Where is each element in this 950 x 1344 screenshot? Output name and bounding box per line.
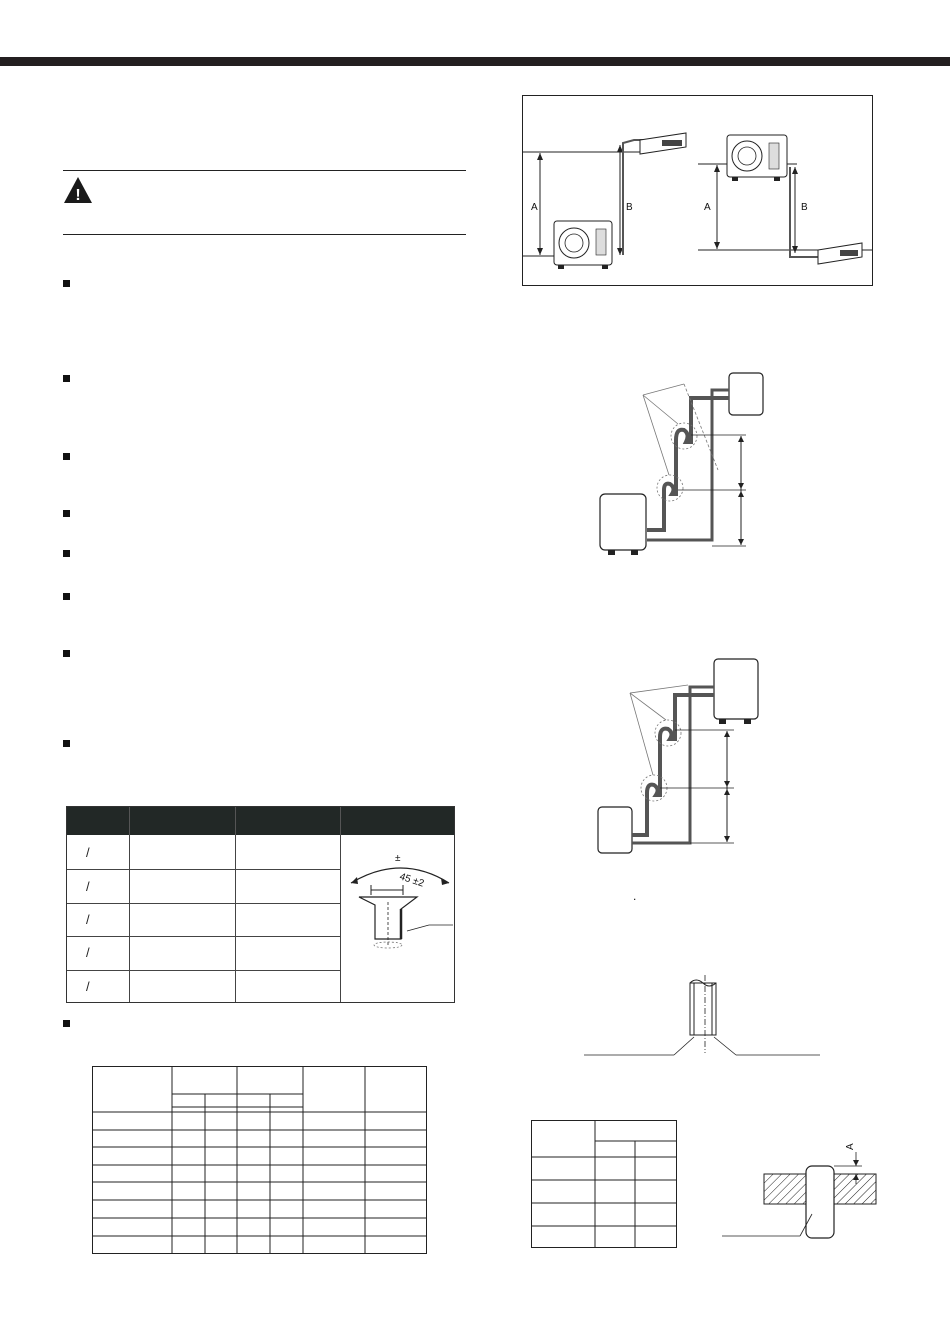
pipe-cut-diagram: [584, 975, 820, 1059]
size-slash: /: [86, 979, 90, 994]
outdoor-unit-icon: [600, 494, 646, 550]
outdoor-unit-icon: [727, 135, 787, 181]
outdoor-unit-icon: [714, 659, 758, 719]
label-a: A: [531, 202, 538, 213]
list-bullet: [63, 453, 70, 460]
warning-triangle-icon: [63, 176, 93, 209]
svg-text:!: !: [75, 187, 81, 204]
height-difference-diagram: [522, 95, 874, 287]
label-b: B: [626, 202, 633, 213]
list-bullet: [63, 1020, 70, 1027]
list-bullet: [63, 510, 70, 517]
indoor-unit-icon: [729, 373, 763, 415]
outdoor-unit-icon: [554, 221, 612, 269]
list-bullet: [63, 375, 70, 382]
list-bullet: [63, 593, 70, 600]
caution-top-rule: [63, 170, 466, 171]
svg-text:45 ±2: 45 ±2: [398, 871, 426, 890]
list-bullet: [63, 740, 70, 747]
size-slash: /: [86, 879, 90, 894]
flare-spec-table: [66, 806, 455, 1003]
oil-trap-diagram-2: [596, 655, 766, 855]
caution-bottom-rule: [63, 234, 466, 235]
indoor-unit-icon: [598, 807, 632, 853]
table-header: [67, 807, 454, 835]
size-slash: /: [86, 845, 90, 860]
dimension-a-table: [531, 1120, 678, 1250]
label-a: A: [845, 1143, 856, 1150]
size-slash: /: [86, 912, 90, 927]
flare-nut-diagram: [343, 847, 455, 951]
indoor-unit-icon: [818, 243, 862, 264]
svg-text:±: ±: [395, 853, 401, 864]
list-bullet: [63, 650, 70, 657]
flare-dimension-diagram: [722, 1140, 878, 1240]
list-bullet: [63, 550, 70, 557]
header-bar: [0, 57, 950, 66]
list-bullet: [63, 280, 70, 287]
label-a: A: [704, 202, 711, 213]
oil-trap-diagram-1: [598, 370, 768, 560]
size-slash: /: [86, 945, 90, 960]
indoor-unit-icon: [640, 133, 686, 154]
dot-mark: .: [633, 889, 637, 903]
label-b: B: [801, 202, 808, 213]
torque-table: [92, 1066, 428, 1255]
